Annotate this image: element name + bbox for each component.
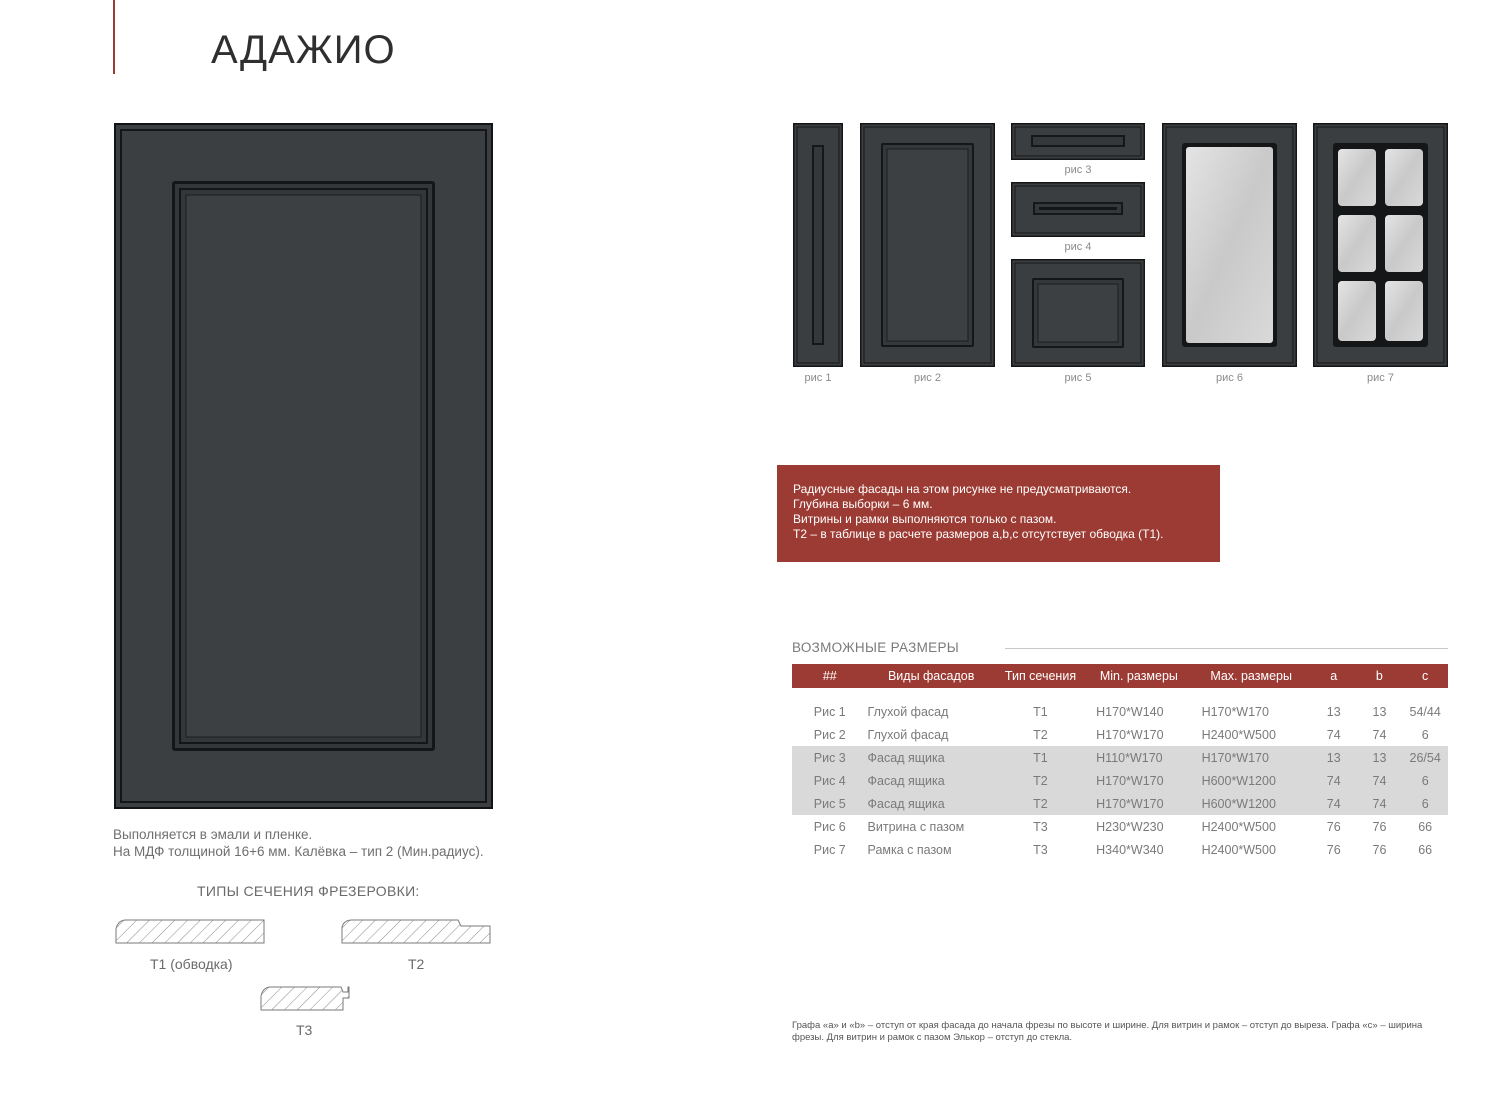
cell-max: H2400*W500 bbox=[1201, 727, 1276, 742]
cell-a: 76 bbox=[1326, 842, 1341, 857]
cell-max: H2400*W500 bbox=[1201, 819, 1276, 834]
sizes-rule bbox=[1005, 648, 1448, 649]
footnote: Графа «а» и «b» – отступ от края фасада до начала фрезы по высоте и ширине. Для витрин и рамок – отступ до выреза. Графа «с» – ширина фрезы. Для витрин и рамок с пазом Элькор – отступ до стекла. bbox=[792, 1020, 1423, 1043]
header-num: ## bbox=[822, 669, 837, 683]
cell-type: Т1 bbox=[1033, 704, 1048, 719]
cell-num: Рис 6 bbox=[813, 819, 846, 834]
cell-a: 13 bbox=[1326, 750, 1341, 765]
table-row bbox=[792, 815, 1448, 838]
info-note bbox=[777, 465, 1220, 562]
cell-view: Фасад ящика bbox=[867, 773, 945, 788]
cell-max: H600*W1200 bbox=[1201, 796, 1276, 811]
profile-t1-label: Т1 (обводка) bbox=[150, 956, 233, 972]
profile-t2-label: Т2 bbox=[408, 956, 425, 972]
header-c: c bbox=[1422, 669, 1429, 683]
cell-num: Рис 5 bbox=[813, 796, 846, 811]
figure-4-caption: рис 4 bbox=[1064, 241, 1092, 253]
profile-t2-drawing bbox=[340, 917, 492, 945]
table-row bbox=[792, 700, 1448, 723]
cell-type: Т2 bbox=[1033, 773, 1048, 788]
section-types-title: ТИПЫ СЕЧЕНИЯ ФРЕЗЕРОВКИ: bbox=[197, 883, 420, 899]
table-header bbox=[792, 664, 1448, 688]
figure-5-drawer bbox=[1011, 259, 1145, 367]
cell-max: H170*W170 bbox=[1201, 750, 1269, 765]
profile-t3-drawing bbox=[259, 984, 351, 1012]
header-type: Тип сечения bbox=[1004, 669, 1077, 683]
figure-1-door bbox=[793, 123, 843, 367]
description bbox=[113, 826, 484, 860]
cell-b: 76 bbox=[1372, 819, 1387, 834]
cell-b: 76 bbox=[1372, 842, 1387, 857]
sizes-table bbox=[792, 664, 1448, 861]
figure-3-caption: рис 3 bbox=[1064, 164, 1092, 176]
cell-min: H170*W170 bbox=[1096, 727, 1164, 742]
figure-1-caption: рис 1 bbox=[804, 372, 832, 384]
cell-a: 74 bbox=[1326, 796, 1341, 811]
cell-a: 13 bbox=[1326, 704, 1341, 719]
cell-max: H2400*W500 bbox=[1201, 842, 1276, 857]
cell-view: Рамка с пазом bbox=[867, 842, 952, 857]
cell-b: 74 bbox=[1372, 796, 1387, 811]
cell-type: Т3 bbox=[1033, 819, 1048, 834]
cell-c: 54/44 bbox=[1409, 704, 1441, 719]
cell-b: 13 bbox=[1372, 704, 1387, 719]
cell-num: Рис 2 bbox=[813, 727, 846, 742]
figure-6-caption: рис 6 bbox=[1216, 372, 1243, 384]
profile-t1-drawing bbox=[114, 917, 266, 945]
cell-num: Рис 3 bbox=[813, 750, 846, 765]
cell-type: Т1 bbox=[1033, 750, 1048, 765]
cell-type: Т3 bbox=[1033, 842, 1048, 857]
figure-4-drawer bbox=[1011, 182, 1145, 237]
cell-num: Рис 1 bbox=[813, 704, 846, 719]
header-min: Min. размеры bbox=[1099, 669, 1178, 683]
cell-c: 6 bbox=[1421, 796, 1429, 811]
description-line-2: На МДФ толщиной 16+6 мм. Калёвка – тип 2 (Мин.радиус). bbox=[113, 844, 484, 859]
cell-min: H170*W170 bbox=[1096, 773, 1164, 788]
figure-2-door bbox=[860, 123, 995, 367]
table-row bbox=[792, 769, 1448, 792]
note-line-2: Глубина выборки – 6 мм. bbox=[793, 497, 933, 511]
figure-7-caption: рис 7 bbox=[1367, 372, 1394, 384]
cell-c: 6 bbox=[1421, 773, 1429, 788]
figure-6-showcase bbox=[1162, 123, 1297, 367]
figure-5-caption: рис 5 bbox=[1064, 372, 1092, 384]
cell-num: Рис 4 bbox=[813, 773, 846, 788]
cell-b: 74 bbox=[1372, 773, 1387, 788]
cell-view: Фасад ящика bbox=[867, 750, 945, 765]
cell-a: 76 bbox=[1326, 819, 1341, 834]
cell-c: 66 bbox=[1418, 819, 1433, 834]
header-view: Виды фасадов bbox=[887, 669, 975, 683]
cell-view: Глухой фасад bbox=[867, 704, 949, 719]
cell-b: 74 bbox=[1372, 727, 1387, 742]
figure-7-frame bbox=[1313, 123, 1448, 367]
description-line-1: Выполняется в эмали и пленке. bbox=[113, 827, 313, 842]
cell-c: 6 bbox=[1421, 727, 1429, 742]
cell-b: 13 bbox=[1372, 750, 1387, 765]
cell-min: H170*W140 bbox=[1096, 704, 1164, 719]
figure-3-drawer bbox=[1011, 123, 1145, 160]
table-row bbox=[792, 792, 1448, 815]
cell-c: 26/54 bbox=[1409, 750, 1441, 765]
cell-a: 74 bbox=[1326, 773, 1341, 788]
note-line-1: Радиусные фасады на этом рисунке не предусматриваются. bbox=[793, 482, 1132, 496]
note-line-3: Витрины и рамки выполняются только с пазом. bbox=[793, 512, 1057, 526]
table-row bbox=[792, 838, 1448, 861]
header-b: b bbox=[1375, 669, 1383, 683]
table-row bbox=[792, 723, 1448, 746]
cell-type: Т2 bbox=[1033, 796, 1048, 811]
figure-2-caption: рис 2 bbox=[914, 372, 941, 384]
page-title: АДАЖИО bbox=[211, 28, 396, 72]
cell-min: H340*W340 bbox=[1096, 842, 1164, 857]
cell-num: Рис 7 bbox=[813, 842, 846, 857]
sizes-title: ВОЗМОЖНЫЕ РАЗМЕРЫ bbox=[792, 640, 959, 655]
cell-min: H110*W170 bbox=[1096, 750, 1163, 765]
cell-max: H170*W170 bbox=[1201, 704, 1269, 719]
cell-min: H170*W170 bbox=[1096, 796, 1164, 811]
cell-a: 74 bbox=[1326, 727, 1341, 742]
header-max: Max. размеры bbox=[1210, 669, 1292, 683]
note-line-4: Т2 – в таблице в расчете размеров a,b,c отсутствует обводка (Т1). bbox=[793, 527, 1164, 541]
cell-view: Витрина с пазом bbox=[867, 819, 965, 834]
cell-type: Т2 bbox=[1033, 727, 1048, 742]
cell-min: H230*W230 bbox=[1096, 819, 1164, 834]
accent-line bbox=[113, 0, 115, 74]
main-door-image bbox=[114, 123, 493, 809]
header-a: a bbox=[1330, 669, 1338, 683]
table-row bbox=[792, 746, 1448, 769]
cell-view: Фасад ящика bbox=[867, 796, 945, 811]
cell-view: Глухой фасад bbox=[867, 727, 949, 742]
cell-max: H600*W1200 bbox=[1201, 773, 1276, 788]
profile-t3-label: Т3 bbox=[296, 1022, 313, 1038]
cell-c: 66 bbox=[1418, 842, 1433, 857]
